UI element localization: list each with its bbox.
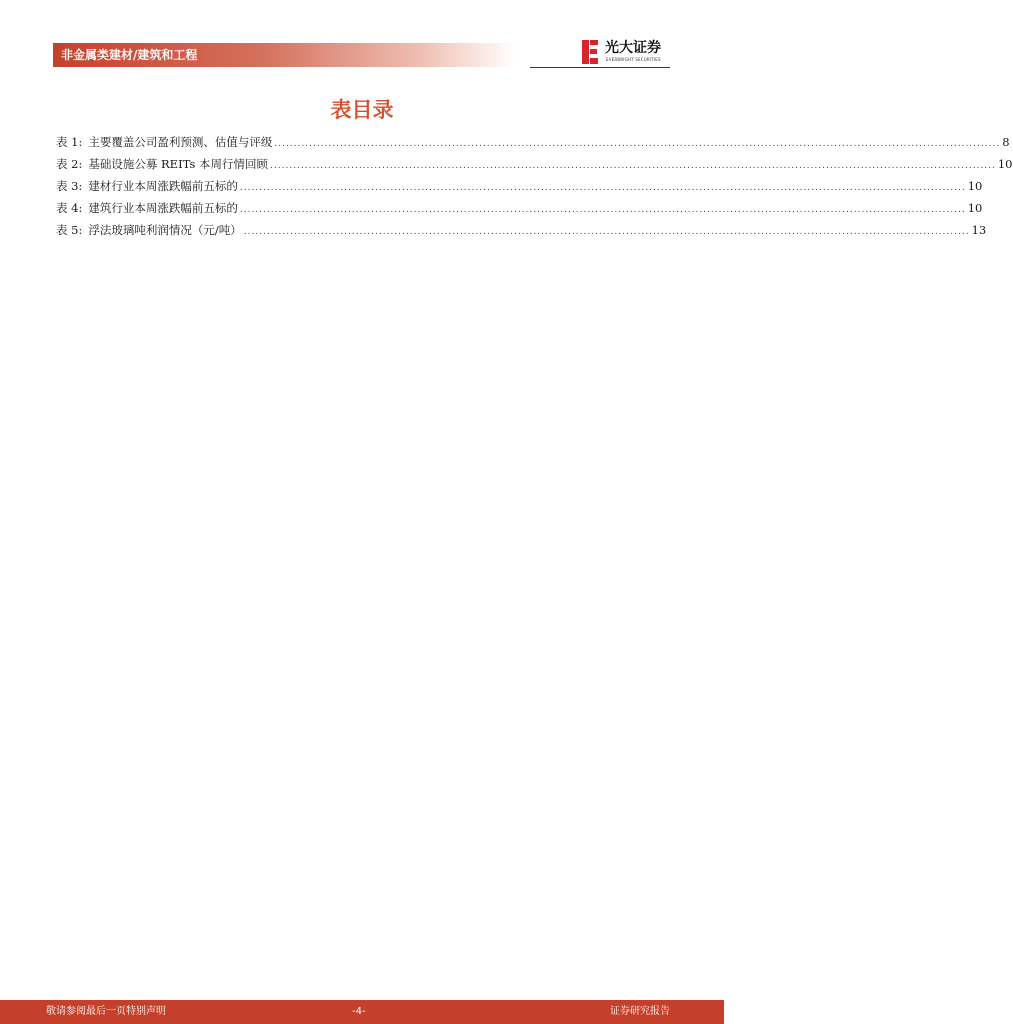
toc-entry[interactable] [56, 131, 1010, 153]
toc-entry-label: 基础设施公募 REITs 本周行情回顾 [88, 157, 269, 171]
toc-leader-dots: ............................................................................................................................................................................................ [274, 139, 1001, 149]
toc-entry[interactable] [56, 219, 987, 241]
footer-bar [0, 1000, 724, 1024]
toc-entry-number: 表 5: [56, 223, 83, 237]
toc-entry-label: 浮法玻璃吨利润情况（元/吨） [88, 223, 242, 237]
toc-entry-number: 表 3: [56, 179, 83, 193]
toc-entry[interactable] [56, 175, 983, 197]
toc-entry-page: 10 [967, 179, 983, 193]
page-title: 表目录 [330, 98, 394, 122]
toc-leader-dots: ............................................................................................................................................................................................ [243, 227, 970, 237]
toc-entry[interactable] [56, 197, 983, 219]
toc-leader-dots: ............................................................................................................................................................................................ [239, 205, 966, 215]
footer-report-type: 证券研究报告 [610, 1006, 670, 1017]
toc-entry-page: 8 [1002, 135, 1010, 149]
header-rule [530, 67, 670, 68]
toc-entry-label: 建筑行业本周涨跌幅前五标的 [88, 201, 238, 215]
toc-entry[interactable] [56, 153, 1013, 175]
toc-entry-page: 10 [997, 157, 1013, 171]
table-of-contents [56, 131, 1013, 241]
section-title: 非金属类建材/建筑和工程 [61, 48, 198, 62]
toc-entry-page: 13 [971, 223, 987, 237]
toc-leader-dots: ............................................................................................................................................................................................ [270, 161, 996, 171]
toc-entry-page: 10 [967, 201, 983, 215]
toc-entry-number: 表 4: [56, 201, 83, 215]
toc-entry-number: 表 2: [56, 157, 83, 171]
everbright-logo-icon [581, 39, 599, 65]
toc-entry-label: 建材行业本周涨跌幅前五标的 [88, 179, 238, 193]
header-band [53, 43, 515, 67]
toc-entry-label: 主要覆盖公司盈利预测、估值与评级 [88, 135, 273, 149]
toc-leader-dots: ............................................................................................................................................................................................ [239, 183, 966, 193]
footer-page-number: -4- [352, 1006, 366, 1017]
brand-name-en: EVERBRIGHT SECURITIES [606, 57, 661, 62]
brand-logo [581, 39, 673, 65]
footer-disclaimer: 敬请参阅最后一页特别声明 [46, 1006, 166, 1017]
brand-name: 光大证券 [605, 40, 661, 56]
toc-entry-number: 表 1: [56, 135, 83, 149]
